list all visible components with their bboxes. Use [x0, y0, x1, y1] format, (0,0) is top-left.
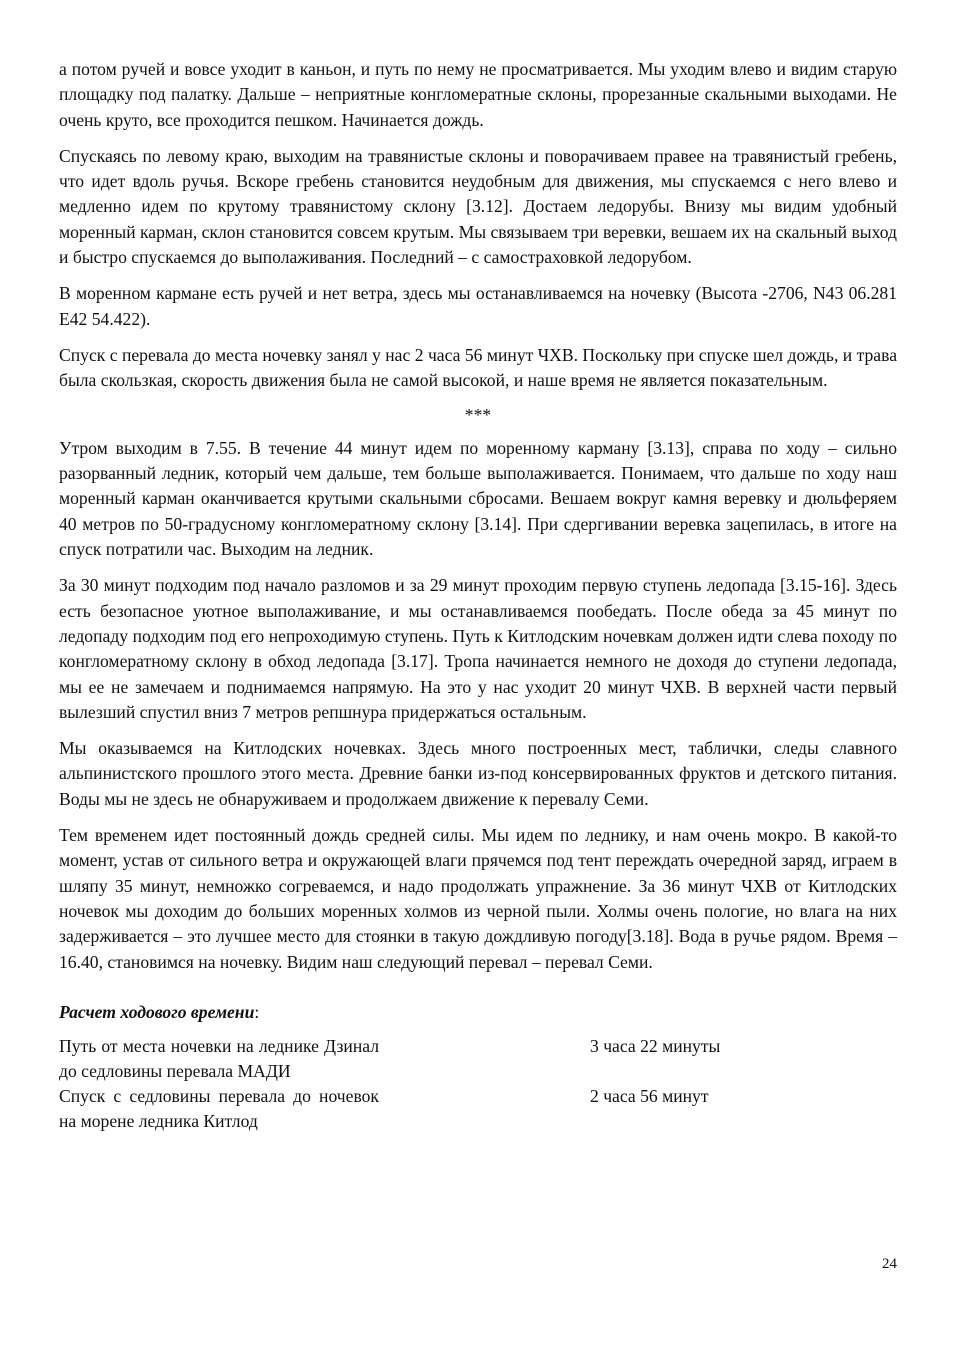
- calc-route: Путь от места ночевки на леднике Дзинал до седловины перевала МАДИ: [59, 1036, 379, 1082]
- paragraph: За 30 минут подходим под начало разломов и за 29 минут проходим первую ступень ледопада [3.15-16]. Здесь есть безопасное уютное выполаживание, и мы останавливаемся пообедать. После обеда за 45 минут по ледопаду подходим под его непроходимую ступень. Путь к Китлодским ночевкам должен идти слева походу по конгломератному склону в обход ледопада [3.17]. Тропа начинается немного не доходя до ступени ледопада, мы ее не замечаем и поднимаемся напрямую. На это у нас уходит 20 минут ЧХВ. В верхней части первый вылезший спустил вниз 7 метров репшнура придержаться остальным.: [59, 575, 897, 722]
- calc-route: Спуск с седловины перевала до ночевок на морене ледника Китлод: [59, 1086, 379, 1132]
- paragraph: Мы оказываемся на Китлодских ночевках. Здесь много построенных мест, таблички, следы славного альпинистского прошлого этого места. Древние банки из-под консервированных фруктов и детского питания. Воды мы не здесь не обнаруживаем и продолжаем движение к перевалу Семи.: [59, 738, 897, 809]
- calc-row: [59, 1034, 897, 1084]
- paragraph: Спуск с перевала до места ночевку занял у нас 2 часа 56 минут ЧХВ. Поскольку при спуске шел дождь, и трава была скользкая, скорость движения была не самой высокой, и наше время не является показательным.: [59, 344, 897, 391]
- paragraph: Спускаясь по левому краю, выходим на травянистые склоны и поворачиваем правее на травянистый гребень, что идет вдоль ручья. Вскоре гребень становится неудобным для движения, мы спускаемся с него влево и медленно идем по крутому травянистому склону [3.12]. Достаем ледорубы. Внизу мы видим удобный моренный карман, склон становится совсем крутым. Мы связываем три веревки, вешаем их на скальный выход и быстро спускаемся до выполаживания. Последний – с самостраховкой ледорубом.: [59, 145, 897, 268]
- paragraph: Утром выходим в 7.55. В течение 44 минут идем по моренному карману [3.13], справа по ходу – сильно разорванный ледник, который чем дальше, тем больше выполаживается. Понимаем, что дальше по ходу наш моренный карман оканчивается крутыми скальными сбросами. Вешаем вокруг камня веревку и дюльферяем 40 метров по 50-градусному конгломератному склону [3.14]. При сдергивании веревка зацепилась, в итоге на спуск потратили час. Выходим на ледник.: [59, 437, 897, 560]
- paragraph: В моренном кармане есть ручей и нет ветра, здесь мы останавливаемся на ночевку (Высота -2706, N43 06.281 E42 54.422).: [59, 283, 897, 329]
- page-number: 24: [882, 1256, 897, 1272]
- paragraph: а потом ручей и вовсе уходит в каньон, и путь по нему не просматривается. Мы уходим влево и видим старую площадку под палатку. Дальше – неприятные конгломератные склоны, прорезанные скальными выходами. Не очень круто, все проходится пешком. Начинается дождь.: [59, 59, 897, 130]
- calc-time: 3 часа 22 минуты: [590, 1036, 721, 1057]
- paragraph: Тем временем идет постоянный дождь средней силы. Мы идем по леднику, и нам очень мокро. В какой-то момент, устав от сильного ветра и окружающей влаги прячемся под тент переждать очередной заряд, играем в шляпу 35 минут, немножко согреваемся, и надо продолжать упражнение. За 36 минут ЧХВ от Китлодских ночевок мы доходим до больших моренных холмов из черной пыли. Холмы очень пологие, но влага на них задерживается – это лучшее место для стоянки в такую дождливую погоду[3.18]. Вода в ручье рядом. Время – 16.40, становимся на ночевку. Видим наш следующий перевал – перевал Семи.: [59, 825, 897, 972]
- document-page: [59, 57, 897, 1134]
- calc-title-suffix: :: [254, 1001, 260, 1022]
- calc-title-text: Расчет ходового времени: [59, 1001, 255, 1022]
- section-separator: ***: [464, 404, 492, 425]
- calc-time: 2 часа 56 минут: [590, 1086, 709, 1107]
- calc-row: [59, 1084, 897, 1134]
- calc-section-title: [59, 1000, 897, 1025]
